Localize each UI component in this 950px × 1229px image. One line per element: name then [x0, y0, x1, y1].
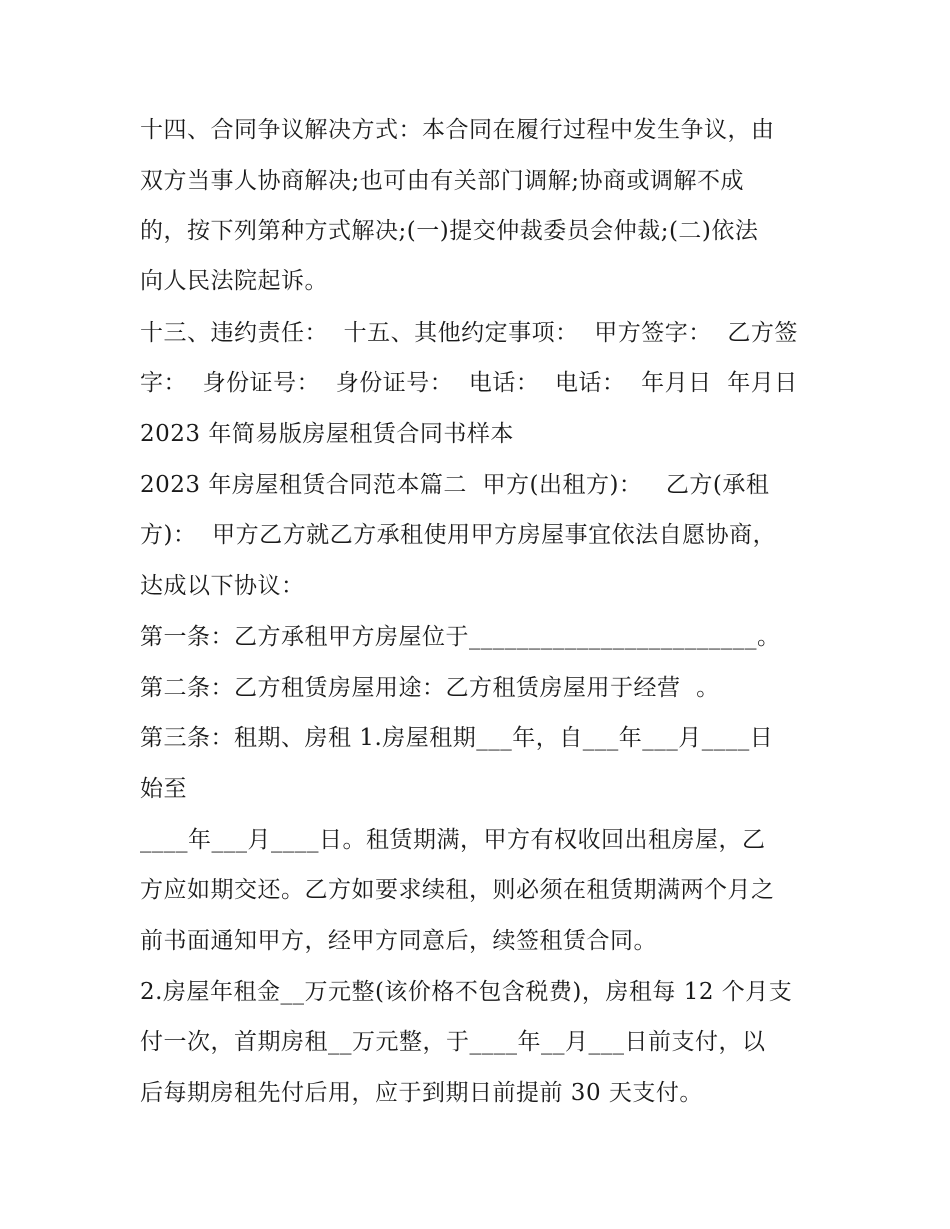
text-line: 2.房屋年租金__万元整(该价格不包含税费)，房租每 12 个月支 — [140, 979, 793, 1005]
text-line: 始至 — [140, 776, 187, 802]
text-line: 后每期房租先付后用，应于到期日前提前 30 天支付。 — [140, 1080, 703, 1106]
text-line: 双方当事人协商解决;也可由有关部门调解;协商或调解不成 — [140, 168, 744, 194]
text-line: 的，按下列第种方式解决;(一)提交仲裁委员会仲裁;(二)依法 — [140, 218, 759, 244]
text-line: 第三条：租期、房租 1.房屋租期___年，自___年___月____日 — [140, 725, 774, 751]
text-line: 2023 年房屋租赁合同范本篇二 甲方(出租方)： 乙方(承租 — [140, 472, 770, 498]
text-line: 方)： 甲方乙方就乙方承租使用甲方房屋事宜依法自愿协商， — [140, 522, 777, 548]
text-line: 向人民法院起诉。 — [140, 268, 328, 294]
text-line: ____年___月____日。租赁期满，甲方有权收回出租房屋，乙 — [140, 827, 766, 853]
text-line: 2023 年简易版房屋租赁合同书样本 — [140, 421, 514, 447]
text-line: 十四、合同争议解决方式：本合同在履行过程中发生争议，由 — [140, 117, 775, 143]
text-line: 付一次，首期房租__万元整，于____年__月___日前支付，以 — [140, 1029, 766, 1055]
text-line: 达成以下协议： — [140, 573, 305, 599]
text-line: 第一条：乙方承租甲方房屋位于________________________。 — [140, 624, 781, 650]
text-line: 字： 身份证号： 身份证号： 电话： 电话： 年月日 年月日 — [140, 370, 798, 396]
text-line: 前书面通知甲方，经甲方同意后，续签租赁合同。 — [140, 928, 657, 954]
text-line: 十三、违约责任： 十五、其他约定事项： 甲方签字： 乙方签 — [140, 320, 798, 346]
text-line: 第二条：乙方租赁房屋用途：乙方租赁房屋用于经营 。 — [140, 675, 720, 701]
text-line: 方应如期交还。乙方如要求续租，则必须在租赁期满两个月之 — [140, 877, 775, 903]
